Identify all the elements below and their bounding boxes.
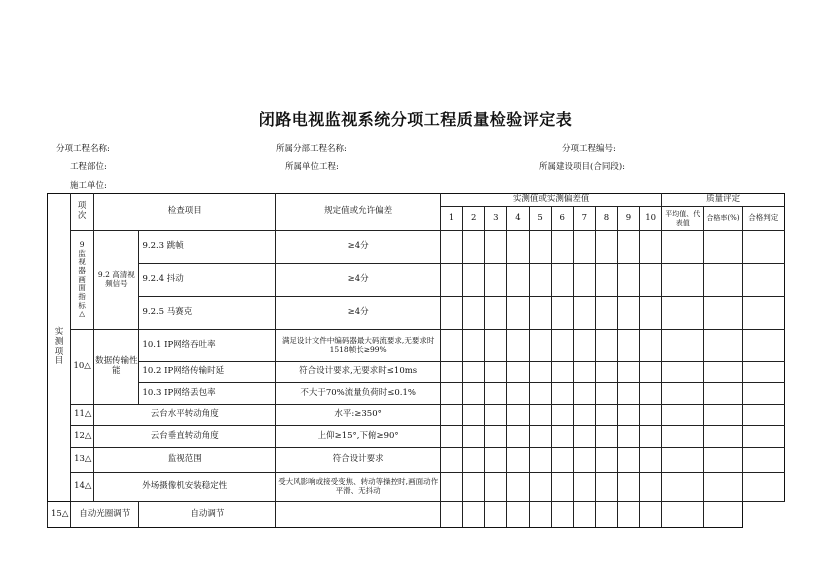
table-row [48,473,785,502]
section-label: 实测项目 [54,326,64,367]
col-6: 6 [551,207,573,231]
item-spec: 满足设计文件中编码器最大码流要求,无要求时1518帧长≥99% [276,330,441,362]
col-9: 9 [617,207,639,231]
subitem-no-label: 分项工程编号: [562,144,616,154]
group-no-9: 9 监视器画面指标△ [71,231,94,330]
item-name: 10.2 IP网络传输时延 [139,362,276,383]
table-row [48,362,785,383]
header-quality: 质量评定 [662,194,785,207]
item-spec: ≥4分 [276,231,441,264]
table-row [48,383,785,405]
item-spec: 符合设计要求,无要求时≤10ms [276,362,441,383]
item-name: 云台垂直转动角度 [94,426,276,448]
subitem-name-label: 分项工程名称: [56,144,110,154]
group-no-10: 10△ [71,330,94,405]
header-item: 检查项目 [94,194,276,231]
header-spec: 规定值或允许偏差 [276,194,441,231]
header-avg: 平均值、代表值 [662,207,704,231]
item-spec: 水平:≥350° [276,405,441,426]
item-spec: ≥4分 [276,264,441,297]
item-name: 9.2.3 跳帧 [139,231,276,264]
col-7: 7 [573,207,595,231]
col-4: 4 [507,207,529,231]
item-spec: 不大于70%流量负荷时≤0.1% [276,383,441,405]
item-spec: 符合设计要求 [276,448,441,473]
col-10: 10 [640,207,662,231]
unit-name-label: 所属单位工程: [285,162,339,172]
group-name-9: 9.2 高清视频信号 [94,231,139,330]
header-measured: 实测值或实测偏差值 [441,194,662,207]
item-spec: 上仰≥15°,下俯≥90° [276,426,441,448]
contract-label: 所属建设项目(合同段): [539,162,625,172]
item-no: 15△ [48,502,71,528]
builder-label: 施工单位: [70,181,107,191]
item-no: 14△ [71,473,94,502]
table-row [48,330,785,362]
table-row [48,448,785,473]
item-spec: 受大风影响或接受变焦、转动等操控时,画面动作平滑、无抖动 [276,473,441,502]
item-name: 9.2.5 马赛克 [139,297,276,330]
header-judge: 合格判定 [742,207,784,231]
item-name: 监视范围 [94,448,276,473]
item-no: 11△ [71,405,94,426]
item-spec: 自动调节 [139,502,276,528]
item-name: 10.1 IP网络吞吐率 [139,330,276,362]
inspection-table [47,193,785,528]
table-row [48,231,785,264]
col-1: 1 [441,207,463,231]
header-pass-rate: 合格率(%) [704,207,742,231]
group-name-10: 数据传输性能 [94,330,139,405]
item-name: 自动光圈调节 [71,502,139,528]
item-no: 12△ [71,426,94,448]
section-label-cell [48,194,71,502]
table-row [48,426,785,448]
item-no: 13△ [71,448,94,473]
col-3: 3 [485,207,507,231]
table-row [48,405,785,426]
col-8: 8 [595,207,617,231]
item-name: 10.3 IP网络丢包率 [139,383,276,405]
page-title: 闭路电视监视系统分项工程质量检验评定表 [258,110,573,129]
parent-name-label: 所属分部工程名称: [276,144,347,154]
table-row [48,264,785,297]
item-name: 云台水平转动角度 [94,405,276,426]
table-row [48,502,785,528]
col-5: 5 [529,207,551,231]
item-name: 外场摄像机安装稳定性 [94,473,276,502]
site-label: 工程部位: [70,162,107,172]
table-row [48,297,785,330]
header-index: 项次 [71,194,94,231]
item-spec: ≥4分 [276,297,441,330]
item-name: 9.2.4 抖动 [139,264,276,297]
col-2: 2 [463,207,485,231]
